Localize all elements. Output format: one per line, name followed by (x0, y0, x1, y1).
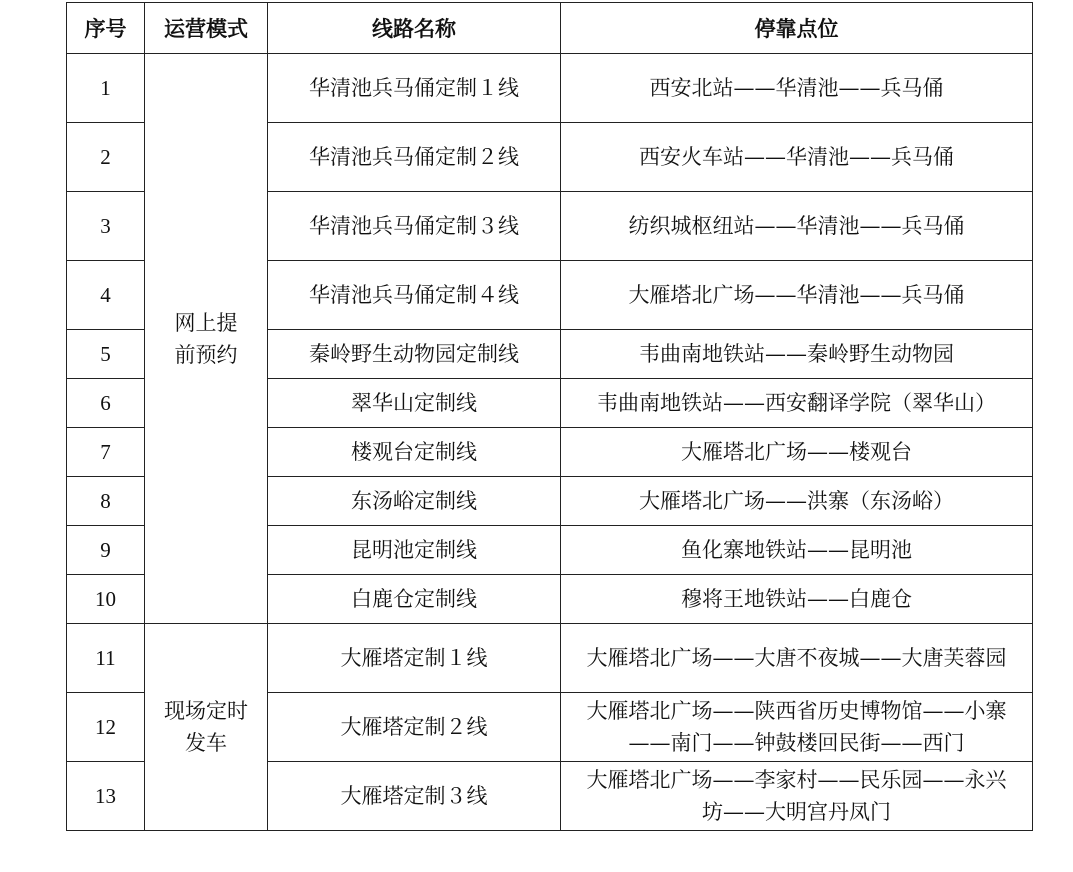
route-name: 大雁塔定制３线 (268, 762, 561, 831)
header-row (67, 3, 1033, 54)
route-table (66, 2, 1033, 831)
route-name: 华清池兵马俑定制２线 (268, 123, 561, 192)
row-index: 4 (67, 261, 145, 330)
route-stops: 韦曲南地铁站——西安翻译学院（翠华山） (561, 379, 1033, 428)
table-row (67, 624, 1033, 693)
route-stops: 大雁塔北广场——李家村——民乐园——永兴坊——大明宫丹凤门 (561, 762, 1033, 831)
row-index: 11 (67, 624, 145, 693)
route-stops: 大雁塔北广场——洪寨（东汤峪） (561, 477, 1033, 526)
row-index: 5 (67, 330, 145, 379)
row-index: 10 (67, 575, 145, 624)
row-index: 8 (67, 477, 145, 526)
route-name: 大雁塔定制１线 (268, 624, 561, 693)
route-stops: 鱼化寨地铁站——昆明池 (561, 526, 1033, 575)
row-index: 7 (67, 428, 145, 477)
row-index: 9 (67, 526, 145, 575)
row-index: 13 (67, 762, 145, 831)
route-name: 秦岭野生动物园定制线 (268, 330, 561, 379)
row-index: 1 (67, 54, 145, 123)
header-index: 序号 (67, 3, 145, 54)
route-stops: 大雁塔北广场——陕西省历史博物馆——小寨——南门——钟鼓楼回民街——西门 (561, 693, 1033, 762)
route-stops: 大雁塔北广场——华清池——兵马俑 (561, 261, 1033, 330)
route-name: 华清池兵马俑定制１线 (268, 54, 561, 123)
mode-onsite: 现场定时发车 (145, 624, 268, 831)
route-name: 白鹿仓定制线 (268, 575, 561, 624)
route-name: 翠华山定制线 (268, 379, 561, 428)
route-name: 楼观台定制线 (268, 428, 561, 477)
mode-online: 网上提前预约 (145, 54, 268, 624)
header-mode: 运营模式 (145, 3, 268, 54)
route-name: 华清池兵马俑定制３线 (268, 192, 561, 261)
route-name: 昆明池定制线 (268, 526, 561, 575)
page-bottom-margin (0, 834, 1073, 872)
route-stops: 西安火车站——华清池——兵马俑 (561, 123, 1033, 192)
route-name: 东汤峪定制线 (268, 477, 561, 526)
table-row (67, 54, 1033, 123)
header-stops: 停靠点位 (561, 3, 1033, 54)
row-index: 12 (67, 693, 145, 762)
route-name: 大雁塔定制２线 (268, 693, 561, 762)
row-index: 2 (67, 123, 145, 192)
row-index: 3 (67, 192, 145, 261)
header-route: 线路名称 (268, 3, 561, 54)
route-name: 华清池兵马俑定制４线 (268, 261, 561, 330)
route-stops: 大雁塔北广场——大唐不夜城——大唐芙蓉园 (561, 624, 1033, 693)
route-stops: 纺织城枢纽站——华清池——兵马俑 (561, 192, 1033, 261)
route-stops: 大雁塔北广场——楼观台 (561, 428, 1033, 477)
route-stops: 穆将王地铁站——白鹿仓 (561, 575, 1033, 624)
route-stops: 西安北站——华清池——兵马俑 (561, 54, 1033, 123)
row-index: 6 (67, 379, 145, 428)
route-stops: 韦曲南地铁站——秦岭野生动物园 (561, 330, 1033, 379)
